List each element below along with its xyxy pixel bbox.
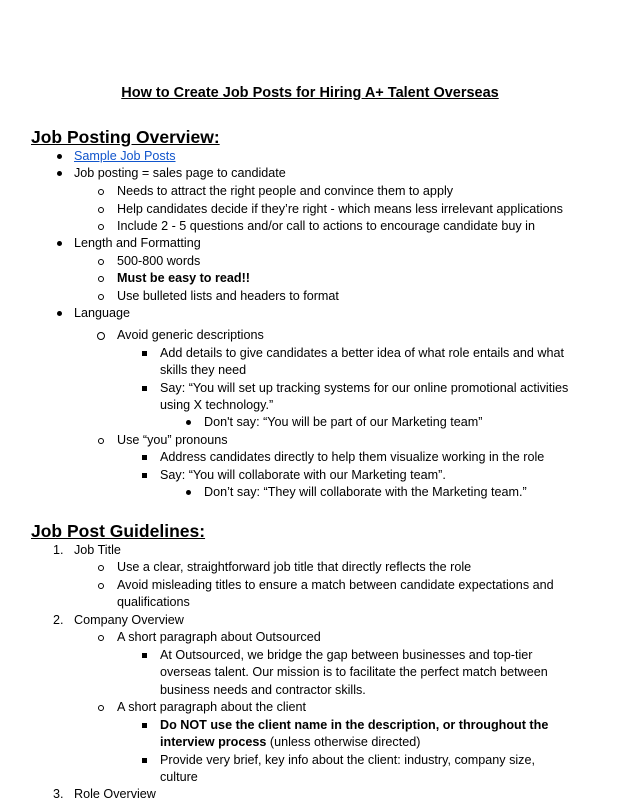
list-item-continued: culture xyxy=(160,770,198,784)
bullet xyxy=(94,327,108,344)
list-item: Add details to give candidates a better idea of what role entails and what xyxy=(160,346,564,360)
list-item: A short paragraph about Outsourced xyxy=(117,630,321,644)
bullet xyxy=(52,165,66,182)
list-item: Must be easy to read!! xyxy=(117,271,250,285)
bullet xyxy=(94,218,108,235)
list-item: Include 2 - 5 questions and/or call to actions to encourage candidate buy in xyxy=(117,219,535,233)
list-item: Use a clear, straightforward job title that directly reflects the role xyxy=(117,560,472,574)
bullet xyxy=(137,752,151,769)
bullet xyxy=(137,380,151,397)
bullet xyxy=(94,559,108,576)
bullet xyxy=(94,270,108,287)
list-number: 2. xyxy=(53,613,64,627)
list-item-continued: skills they need xyxy=(160,363,247,377)
bullet xyxy=(137,647,151,664)
bullet xyxy=(52,235,66,252)
list-item: Role Overview xyxy=(74,787,156,801)
bullet xyxy=(94,699,108,716)
list-number: 1. xyxy=(53,543,64,557)
list-item: Use bulleted lists and headers to format xyxy=(117,289,339,303)
bullet xyxy=(94,288,108,305)
list-item: Address candidates directly to help them visualize working in the role xyxy=(160,450,545,464)
bold-text: interview process xyxy=(160,735,267,749)
list-item: Job posting = sales page to candidate xyxy=(74,166,286,180)
list-item: Do NOT use the client name in the description, or throughout the xyxy=(160,718,549,732)
bullet xyxy=(137,345,151,362)
bullet xyxy=(137,717,151,734)
list-item: Job Title xyxy=(74,543,121,557)
list-item: Provide very brief, key info about the client: industry, company size, xyxy=(160,753,535,767)
list-item-continued: overseas talent. Our mission is to facilitate the perfect match between xyxy=(160,665,548,679)
section-heading-guidelines: Job Post Guidelines: xyxy=(31,521,206,541)
list-item: Language xyxy=(74,306,131,320)
bullet xyxy=(94,432,108,449)
list-item-continued: qualifications xyxy=(117,595,190,609)
sample-job-posts-link[interactable]: Sample Job Posts xyxy=(74,149,176,163)
list-item-continued: using X technology.” xyxy=(160,398,274,412)
list-item: Avoid misleading titles to ensure a match between candidate expectations and xyxy=(117,578,554,592)
list-item-continued xyxy=(160,734,420,751)
bullet xyxy=(94,201,108,218)
list-item: Avoid generic descriptions xyxy=(117,328,264,342)
list-item-continued: business needs and contractor skills. xyxy=(160,683,366,697)
list-item: Length and Formatting xyxy=(74,236,201,250)
bullet xyxy=(94,253,108,270)
plain-text: (unless otherwise directed) xyxy=(266,735,421,749)
bullet xyxy=(94,577,108,594)
list-item: Don’t say: “They will collaborate with the Marketing team.” xyxy=(204,485,527,499)
bullet xyxy=(181,484,195,501)
list-item: A short paragraph about the client xyxy=(117,700,307,714)
list-item: Needs to attract the right people and convince them to apply xyxy=(117,184,454,198)
bullet xyxy=(181,414,195,431)
bullet xyxy=(52,305,66,322)
bullet xyxy=(137,449,151,466)
bullet xyxy=(52,148,66,165)
bullet xyxy=(94,183,108,200)
list-item: Say: “You will set up tracking systems for our online promotional activities xyxy=(160,381,569,395)
list-item: Company Overview xyxy=(74,613,184,627)
list-item: 500-800 words xyxy=(117,254,201,268)
bullet xyxy=(94,629,108,646)
list-item: Help candidates decide if they’re right - which means less irrelevant applications xyxy=(117,202,563,216)
document-title: How to Create Job Posts for Hiring A+ Talent Overseas xyxy=(121,85,499,101)
list-item: Don't say: “You will be part of our Marketing team” xyxy=(204,415,483,429)
list-item: At Outsourced, we bridge the gap between businesses and top-tier xyxy=(160,648,533,662)
list-number: 3. xyxy=(53,787,64,801)
list-item: Use “you” pronouns xyxy=(117,433,228,447)
list-item: Say: “You will collaborate with our Marketing team”. xyxy=(160,468,446,482)
bullet xyxy=(137,467,151,484)
section-heading-overview: Job Posting Overview: xyxy=(31,127,220,147)
